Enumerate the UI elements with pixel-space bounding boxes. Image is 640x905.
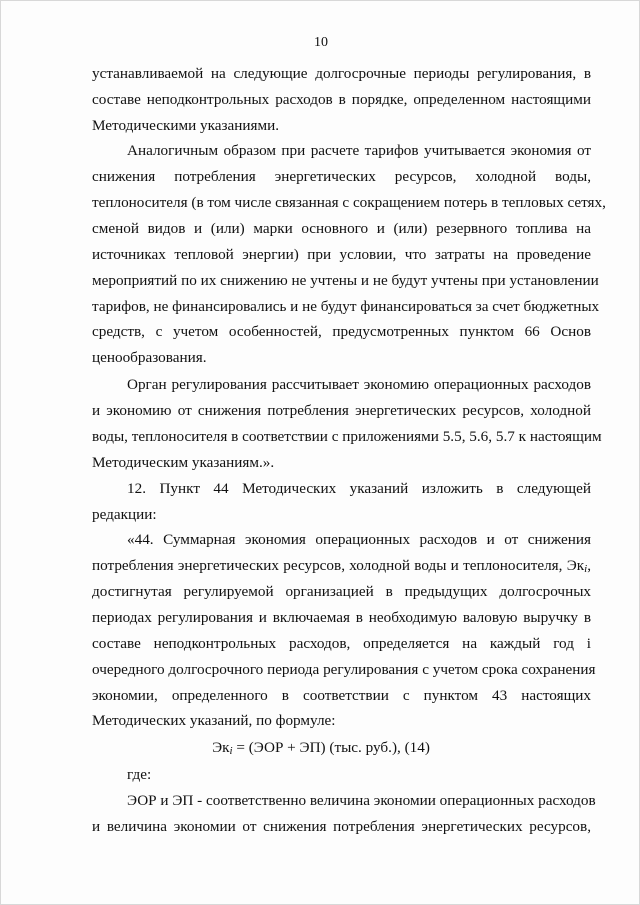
text-line-17: 12. Пункт 44 Методических указаний изложить в следующей	[127, 480, 591, 497]
text-line-13: Орган регулирования рассчитывает экономию операционных расходов	[127, 376, 591, 393]
text-line-21: достигнутая регулируемой организацией в предыдущих долгосрочных	[92, 583, 591, 600]
text-line-22: периодах регулирования и включаемая в необходимую валовую выручку в	[92, 609, 591, 626]
formula-14	[1, 739, 640, 760]
text-line-11: средств, с учетом особенностей, предусмотренных пунктом 66 Основ	[92, 323, 591, 340]
ek-suffix: ,	[587, 557, 591, 574]
text-line-9: мероприятий по их снижению не учтены и не будут учтены при установлении	[92, 272, 599, 289]
text-line-16: Методическим указаниям.».	[92, 454, 275, 471]
text-line-15: воды, теплоносителя в соответствии с приложениями 5.5, 5.6, 5.7 к настоящим	[92, 428, 602, 445]
text-line-27: где:	[127, 766, 152, 783]
text-line-2: составе неподконтрольных расходов в порядке, определенном настоящими	[92, 91, 591, 108]
text-line-4: Аналогичным образом при расчете тарифов учитывается экономия от	[127, 142, 591, 159]
text-line-29: и величина экономии от снижения потребления энергетических ресурсов,	[92, 818, 591, 835]
text-line-19: «44. Суммарная экономия операционных расходов и от снижения	[127, 531, 591, 548]
text-line-28: ЭОР и ЭП - соответственно величина экономии операционных расходов	[127, 792, 596, 809]
formula-rhs: = (ЭОР + ЭП) (тыс. руб.), (14)	[232, 739, 430, 756]
text-line-24: очередного долгосрочного периода регулирования с учетом срока сохранения	[92, 661, 596, 678]
text-line-5: снижения потребления энергетических ресурсов, холодной воды,	[92, 168, 591, 185]
text-line-14: и экономию от снижения потребления энергетических ресурсов, холодной	[92, 402, 591, 419]
text-line-8: источниках тепловой энергии) при условии, что затраты на проведение	[92, 246, 591, 263]
text-line-20	[92, 557, 591, 578]
ek-subscript: i	[584, 563, 588, 575]
text-line-1: устанавливаемой на следующие долгосрочные периоды регулирования, в	[92, 65, 591, 82]
text-line-7: сменой видов и (или) марки основного и (или) резервного топлива на	[92, 220, 591, 237]
text-line-23: составе неподконтрольных расходов, определяется на каждый год i	[92, 635, 591, 652]
formula-lhs: Эк	[212, 739, 230, 756]
text-line-6: теплоносителя (в том числе связанная с сокращением потерь в тепловых сетях,	[92, 194, 606, 211]
text-line-10: тарифов, не финансировались и не будут финансироваться за счет бюджетных	[92, 298, 600, 315]
text-line-26: Методических указаний, по формуле:	[92, 712, 336, 729]
text-line-25: экономии, определенного в соответствии с пунктом 43 настоящих	[92, 687, 591, 704]
page-number: 10	[314, 35, 328, 50]
formula-subscript: i	[229, 745, 233, 757]
text-line-18: редакции:	[92, 506, 157, 523]
text-line-12: ценообразования.	[92, 349, 207, 366]
text-line-3: Методическими указаниями.	[92, 117, 280, 134]
text-line-20-body: потребления энергетических ресурсов, холодной воды и теплоносителя, Эк	[92, 557, 585, 574]
